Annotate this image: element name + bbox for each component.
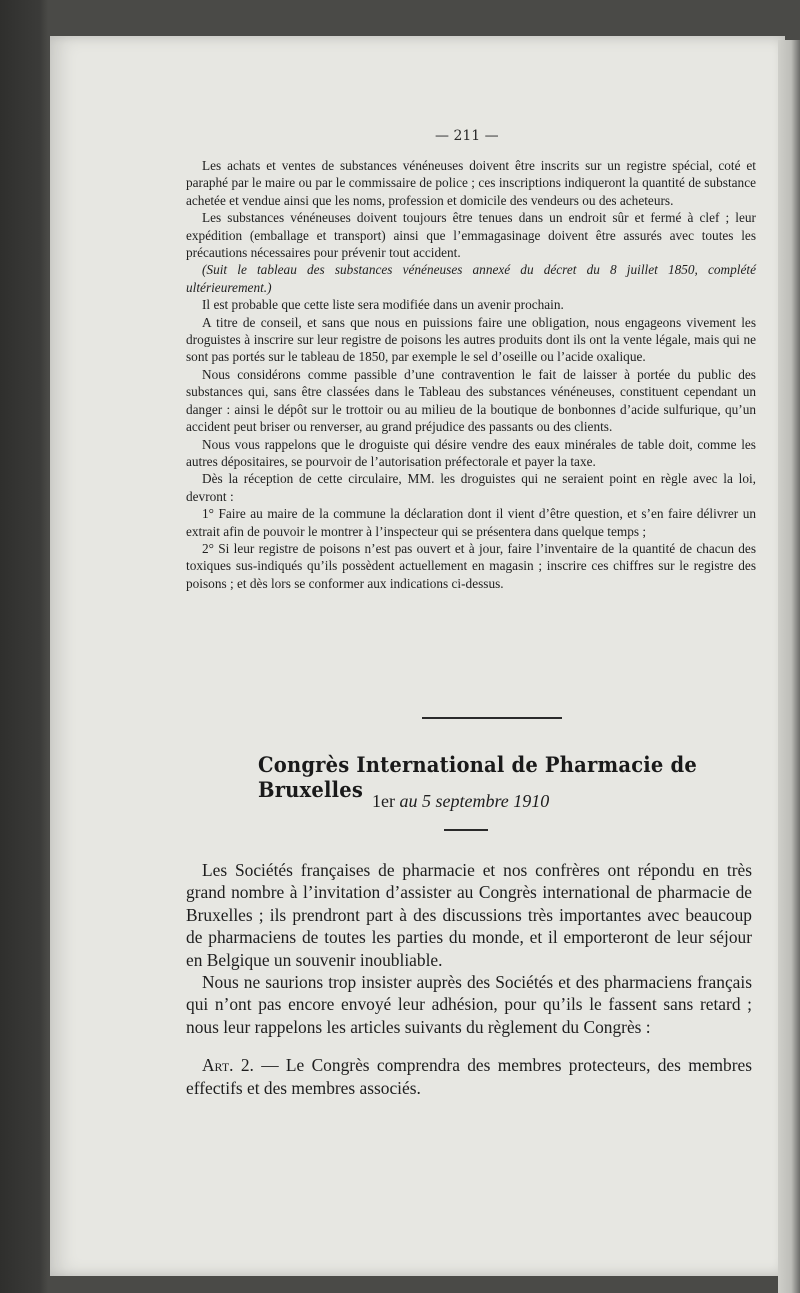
congress-title: Congrès International de Pharmacie de Bruxelles <box>258 752 697 802</box>
paragraph-reception: Dès la réception de cette circulaire, MM. les droguistes qui ne seraient point en règle avec la loi, devront : <box>186 471 756 504</box>
paragraph-item-2: 2° Si leur registre de poisons n’est pas ouvert et à jour, faire l’inventaire de la quantité de chacun des toxiques sus-indiqués qu’ils possèdent actuellement en magasin ; inscrire ces chiffres sur le registre des poisons ; et dès lors se conformer aux indications ci-dessus. <box>186 540 756 591</box>
date-prefix: 1er <box>372 791 395 811</box>
paragraph-eaux-minerales: Nous vous rappelons que le droguiste qui désire vendre des eaux minérales de table doit, comme les autres dépositaires, se pourvoir de l’autorisation préfectorale et payer la taxe. <box>186 436 756 469</box>
congress-paragraph-invitation: Les Sociétés françaises de pharmacie et nos confrères ont répondu en très grand nombre à l’invitation d’assister au Congrès international de pharmacie de Bruxelles ; ils prendront part à des discussions très importantes avec beaucoup de pharmaciens de toutes les parties du monde, et il emporteront de leur séjour en Belgique un souvenir inoubliable. <box>186 860 752 970</box>
paragraph-registre: Les achats et ventes de substances vénéneuses doivent être inscrits sur un registre spécial, coté et paraphé par le maire ou par le commissaire de police ; ces inscriptions indiqueront la quantité de substance achetée et vendue ainsi que les noms, profession et domicile des vendeurs ou des acheteurs. <box>186 158 756 208</box>
congress-article-2 <box>186 1054 752 1099</box>
paragraph-decret: (Suit le tableau des substances vénéneuses annexé du décret du 8 juillet 1850, complété ultérieurement.) <box>186 262 756 295</box>
circular-text-block <box>186 157 756 592</box>
paragraph-liste: Il est probable que cette liste sera modifiée dans un avenir prochain. <box>202 297 564 313</box>
article-label: Art. 2. <box>202 1055 254 1076</box>
article-text: — Le Congrès comprendra des membres protecteurs, des membres effectifs et des membres associés. <box>186 1055 752 1098</box>
section-divider <box>422 717 562 719</box>
paragraph-item-1: 1° Faire au maire de la commune la déclaration dont il vient d’être question, et s’en faire délivrer un extrait afin de pouvoir le montrer à l’inspecteur qui se présentera dans quelque temps ; <box>186 506 756 539</box>
page-edge-shadow <box>778 40 800 1293</box>
congress-text-block <box>186 859 752 1099</box>
date-rest: au 5 septembre 1910 <box>394 791 550 811</box>
paragraph-contravention: Nous considérons comme passible d’une contravention le fait de laisser à portée du public des substances qui, sans être classées dans le Tableau des substances vénéneuses, constituent cependant un danger : ainsi le dépôt sur le trottoir ou au milieu de la boutique de bonbonnes d’acide sulfurique, qu’un accident peut briser ou renverser, au grand préjudice des passants ou des clients. <box>186 366 756 435</box>
paragraph-stockage: Les substances vénéneuses doivent toujours être tenues dans un endroit sûr et fermé à clef ; leur expédition (emballage et transport) ainsi que l’emmagasinage doivent être assurés avec toutes les précautions nécessaires pour prévenir tout accident. <box>186 210 756 261</box>
paragraph-conseil: A titre de conseil, et sans que nous en puissions faire une obligation, nous engageons vivement les droguistes à inscrire sur leur registre de poisons les autres produits dont ils ont la vente légale, mais qui ne sont pas portés sur le tableau de 1850, par exemple le sel d’oseille ou l’acide oxalique. <box>186 314 756 365</box>
congress-dates <box>372 791 549 812</box>
title-underline <box>444 829 488 831</box>
congress-paragraph-adhesion: Nous ne saurions trop insister auprès des Sociétés et des pharmaciens français qui n’ont pas encore envoyé leur adhésion, pour qu’ils le fassent sans retard ; nous leur rappelons les articles suivants du règlement du Congrès : <box>186 972 752 1037</box>
page-number: — 211 — <box>435 128 499 144</box>
